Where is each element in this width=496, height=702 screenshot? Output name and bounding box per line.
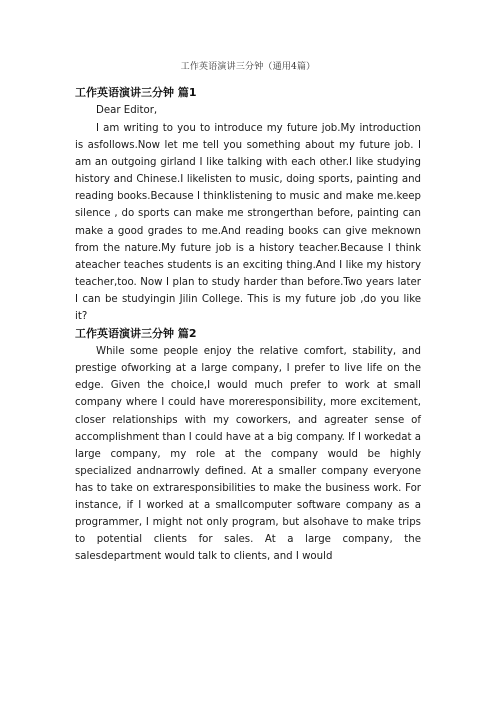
section-heading-1: 工作英语演讲三分钟 篇1 [75, 86, 197, 99]
section-heading-2: 工作英语演讲三分钟 篇2 [75, 327, 197, 341]
section-2-paragraph: While some people enjoy the relative comfort, stability, and prestige ofworking at a large company, I prefer to live life on the edge. Given the choice,I would much prefer to work at small company where I could have moreresponsibility, more excitement, closer relationships with my coworkers, and agreater sense of accomplishment than I could have at a big company. If I workedat a large company, my role at the company would be highly specialized andnarrowly defined. At a smaller company everyone has to take on extraresponsibilities to make the business work. For instance, if I worked at a smallcomputer software company as a programmer, I might not only program, but alsohave to make trips to potential clients for sales. At a large company, the salesdepartment would talk to clients, and I would [75, 346, 421, 563]
salutation: Dear Editor, [96, 105, 158, 116]
document-body [75, 84, 421, 565]
document-title: 工作英语演讲三分钟（通用4篇） [180, 62, 316, 72]
section-1-paragraph: I am writing to you to introduce my future job.My introduction is asfollows.Now let me tell you something about my future job. I am an outgoing girland I like talking with each other.I like studying history and Chinese.I likelisten to music, doing sports, painting and reading books.Because I thinklistening to music and make me.keep silence , do sports can make me strongerthan before, painting can make a good grades to me.And reading books can give meknown from the nature.My future job is a history teacher.Because I think ateacher teaches students is an exciting thing.And I like my history teacher,too. Now I plan to study harder than before.Two years later I can be studyingin Jilin College. This is my future job ,do you like it? [75, 123, 421, 323]
